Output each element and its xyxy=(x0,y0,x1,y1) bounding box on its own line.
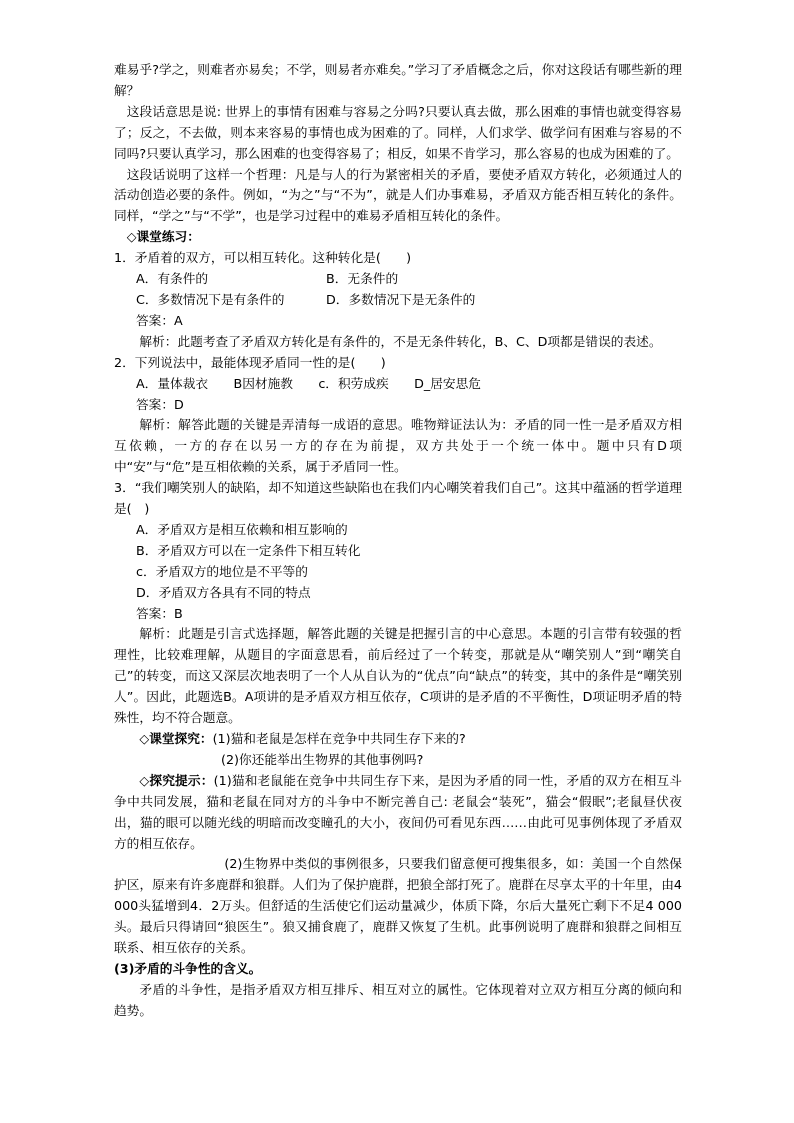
paragraph-meaning: 这段话意思是说: 世界上的事情有困难与容易之分吗?只要认真去做，那么困难的事情也就变得容易了；反之，不去做，则本来容易的事情也成为困难的了。同样，人们求学、做学问有困难与容易的不同吗?只要认真学习，那么困难的也变得容易了；相反，如果不肯学习，那么容易的也成为困难的了。 xyxy=(114,103,682,161)
question-2 xyxy=(114,353,682,478)
explore-section xyxy=(114,729,682,771)
option-b: B．无条件的 xyxy=(326,271,399,287)
paragraph-quote-end: 难易乎?学之，则难者亦易矣；不学，则易者亦难矣。”学习了矛盾概念之后，你对这段话有哪些新的理解？ xyxy=(114,62,682,98)
hint-paragraph-2: (2)生物界中类似的事例很多，只要我们留意便可搜集很多，如：美国一个自然保护区，原来有许多鹿群和狼群。人们为了保护鹿群，把狼全部打死了。鹿群在尽享太平的十年里，由4 000头猛增到4．2万头。但舒适的生活使它们运动量减少，体质下降，尔后大量死亡剩下不足4 000头。最后只得请回“狼医生”。狼又捕食鹿了，鹿群又恢复了生机。此事例说明了鹿群和狼群之间相互联系、相互依存的关系。 xyxy=(114,856,682,956)
option-d: D．多数情况下是无条件的 xyxy=(326,291,476,307)
explore-label: ◇课堂探究： xyxy=(139,731,213,746)
options-row xyxy=(114,269,682,290)
explore-question-1: ◇课堂探究：(1)猫和老鼠是怎样在竞争中共同生存下来的? xyxy=(139,731,466,746)
option-a: A．矛盾双方是相互依赖和相互影响的 xyxy=(136,521,348,537)
practice-heading: ◇课堂练习： xyxy=(126,229,200,245)
option-c: C．多数情况下是有条件的 xyxy=(136,291,285,307)
analysis: 解析：解答此题的关键是弄清每一成语的意思。唯物辩证法认为：矛盾的同一性一是矛盾双方相互依赖，一方的存在以另一方的存在为前提，双方共处于一个统一体中。题中只有D项中“安”与“危”是互相依赖的关系，属于矛盾同一性。 xyxy=(114,417,682,475)
paragraph-philosophy: 这段话说明了这样一个哲理：凡是与人的行为紧密相关的矛盾，要使矛盾双方转化，必须通过人的活动创造必要的条件。例如，“为之”与“不为”，就是人们办事难易，矛盾双方能否相互转化的条件。同样，“学之”与“不学”，也是学习过程中的难易矛盾相互转化的条件。 xyxy=(114,166,682,224)
document-page xyxy=(114,60,682,1022)
analysis: 解析：此题考查了矛盾双方转化是有条件的，不是无条件转化，B、C、D项都是错误的表述。 xyxy=(139,333,662,349)
hint-section xyxy=(114,771,682,959)
question-stem: 1．矛盾着的双方，可以相互转化。这种转化是( ) xyxy=(114,250,412,266)
option-d: D．矛盾双方各具有不同的特点 xyxy=(136,584,311,600)
analysis: 解析：此题是引言式选择题，解答此题的关键是把握引言的中心意思。本题的引言带有较强的哲理性，比较难理解，从题目的字面意思看，前后经过了一个转变，那就是从“嘲笑别人”到“嘲笑自己”的转变，而这又深层次地表明了一个人从自认为的“优点”向“缺点”的转变，其中的条件是“嘲笑别人”。因此，此题选B。A项讲的是矛盾双方相互依存，C项讲的是矛盾的不平衡性，D项证明矛盾的特殊性，均不符合题意。 xyxy=(114,626,682,726)
answer: 答案：B xyxy=(136,605,183,621)
option-a: A．有条件的 xyxy=(136,271,209,287)
options-row: A．量体裁衣 B因材施教 c．积劳成疾 D_居安思危 xyxy=(136,375,481,391)
option-c: c．矛盾双方的地位是不平等的 xyxy=(136,563,308,579)
hint-label: ◇探究提示： xyxy=(139,772,214,788)
options-row xyxy=(114,290,682,311)
section-heading: (3)矛盾的斗争性的含义。 xyxy=(114,960,262,976)
option-b: B．矛盾双方可以在一定条件下相互转化 xyxy=(136,542,361,558)
question-stem: 2．下列说法中，最能体现矛盾同一性的是( ) xyxy=(114,354,386,370)
answer: 答案：D xyxy=(136,396,184,412)
section-paragraph: 矛盾的斗争性，是指矛盾双方相互排斥、相互对立的属性。它体现着对立双方相互分离的倾向和趋势。 xyxy=(114,981,682,1018)
question-stem: 3．“我们嘲笑别人的缺陷，却不知道这些缺陷也在我们内心嘲笑着我们自己”。这其中蕴涵的哲学道理是( ) xyxy=(114,480,682,517)
explore-question-2: (2)你还能举出生物界的其他事例吗? xyxy=(221,751,424,767)
hint-paragraph-1: ◇探究提示：(1)猫和老鼠能在竞争中共同生存下来，是因为矛盾的同一性，矛盾的双方在相互斗争中共同发展，猫和老鼠在同对方的斗争中不断完善自己: 老鼠会“装死”，猫会“假眠”;老鼠昼伏夜出，猫的眼可以随光线的明暗而改变瞳孔的大小，夜间仍可看见东西……由此可见事例体现了矛盾双方的相互依存。 xyxy=(114,772,682,851)
question-3 xyxy=(114,478,682,729)
answer: 答案：A xyxy=(136,312,183,328)
question-1 xyxy=(114,248,682,353)
